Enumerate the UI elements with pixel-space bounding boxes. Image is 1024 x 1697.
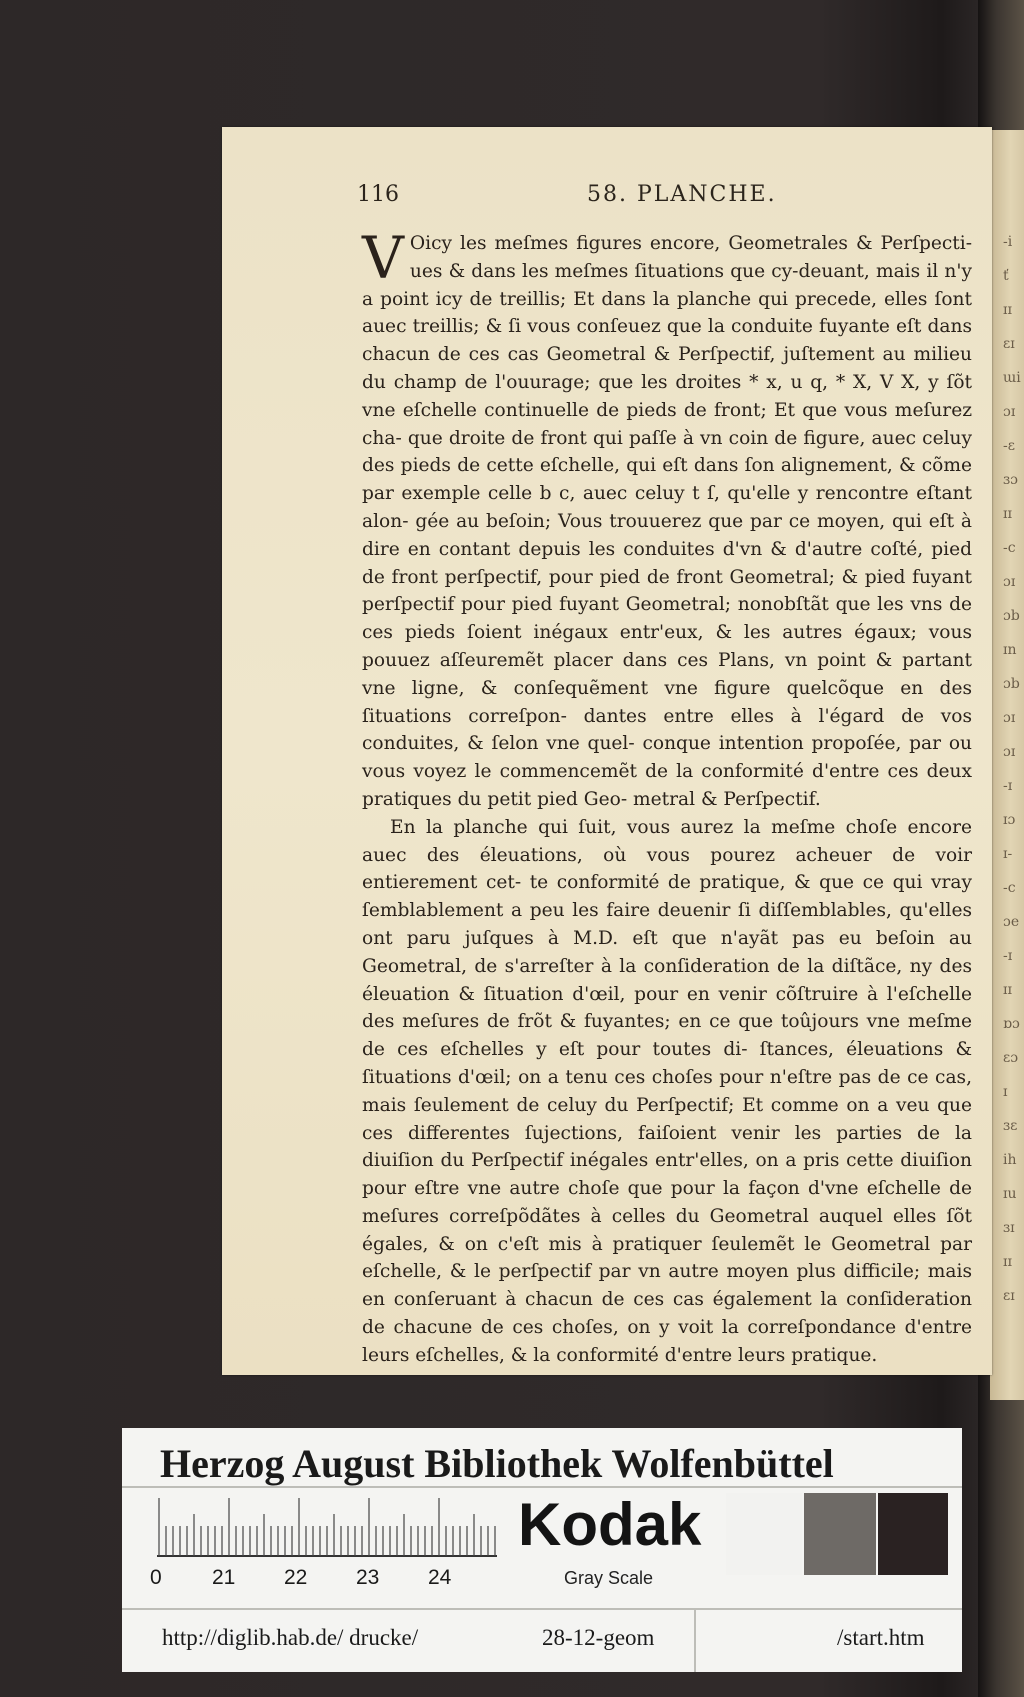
margin-fragment: -ɪ [1003,778,1013,794]
margin-fragment: ɪ [1003,1084,1008,1100]
margin-fragment: ɪɪ [1003,982,1012,998]
ruler-label-21: 21 [212,1566,236,1589]
margin-fragment: ɒɔ [1003,1016,1020,1032]
ruler-label-22: 22 [284,1566,308,1589]
library-name: Herzog August Bibliothek Wolfenbüttel [160,1441,834,1486]
margin-fragment: ɜɪ [1003,1220,1015,1236]
strip-divider-lower [122,1608,962,1610]
margin-fragment: ih [1003,1152,1017,1168]
margin-fragment: ɔɪ [1003,744,1016,760]
margin-fragment: ɪ- [1003,846,1013,862]
book-page [222,127,992,1375]
kodak-logo: Kodak [518,1491,702,1558]
margin-fragment: ɔb [1003,676,1020,692]
strip-divider [122,1486,962,1488]
margin-fragment: ɪɔ [1003,812,1016,828]
margin-fragment: ť [1003,268,1009,284]
page-number: 116 [357,182,399,207]
ruler-label-0: 0 [150,1566,162,1589]
url-divider [694,1610,696,1672]
margin-fragment: ɔb [1003,608,1020,624]
white-swatch [726,1493,802,1575]
margin-fragment: ɔɪ [1003,404,1016,420]
margin-fragment: -i [1003,234,1013,250]
ruler-labels [150,1566,480,1596]
margin-fragment: ɪɪ [1003,506,1012,522]
ruler-label-24: 24 [428,1566,452,1589]
paragraph-2-text: En la planche qui ſuit, vous aurez la meſme choſe encore auec des éleuations, où vous pourez acheuer de voir entierement cet- te conformité de pratique, & que ce qui vray ſemblablement a peu les faire deuenir ſi diſſemblables, qu'elles ont paru juſques à M.D. eſt que n'ayãt pas eu beſoin au Geometral, de s'arreſter à la conſideration de la diſtãce, ny des éleuation & ſituation d'œil, pour en venir cõſtruire à l'eſchelle des meſures de frõt & fuyantes; en ce que toûjours vne meſme de ces eſchelles y eſt pour toutes di- ſtances, éleuations & ſituations d'œil; on a tenu ces choſes pour n'eſtre pas de ce cas, mais ſeulement de celuy du Perſpectif; Et comme on a veu que ces differentes ſujections, faiſoient venir les parties de la diuiſion du Perſpectif inégales entr'elles, on a pris cette diuiſion pour eſtre vne autre choſe que pour la façon d'vne eſchelle de meſures correſpõdãtes à celles du Geometral auquel elles ſõt égales, & on c'eſt mis à pratiquer ſeulemẽt le Geometral par eſchelle, & le perſpectif par vn autre moyen plus difficile; mais en conſeruant à chacun de ces cas également la conſideration de chacune de ces choſes, on y voit la correſpondance d'entre leurs eſchelles, & la conformité d'entre leurs pratique. [362,816,972,1366]
margin-fragment: -ɪ [1003,948,1013,964]
margin-fragment: ɔɪ [1003,574,1016,590]
gray-scale-caption: Gray Scale [564,1568,654,1588]
url-suffix: /start.htm [837,1625,925,1650]
margin-fragment: ɜɔ [1003,472,1018,488]
paragraph-1 [362,224,972,814]
margin-fragment: ɛɪ [1003,336,1015,352]
margin-fragment: -c [1003,540,1016,556]
margin-fragment: -c [1003,880,1016,896]
color-calibration-strip [122,1428,962,1672]
url-shelfmark: 28-12-geom [542,1625,655,1650]
margin-fragment: ɪn [1003,642,1017,658]
url-base: http://diglib.hab.de/ drucke/ [162,1625,419,1650]
ruler-label-23: 23 [356,1566,380,1589]
paragraph-2 [362,814,972,1370]
body-text [362,224,972,1370]
margin-fragment: ɛɔ [1003,1050,1019,1066]
margin-fragment: ɔe [1003,914,1020,930]
facing-page-margin-fragments [1003,225,1024,1304]
margin-fragment: -ɛ [1003,438,1015,454]
margin-fragment: ɪɪ [1003,302,1012,318]
drop-capital: V [362,224,404,292]
measurement-ruler [157,1496,497,1558]
margin-fragment: ɔɪ [1003,710,1016,726]
margin-fragment: ɪu [1003,1186,1017,1202]
margin-fragment: ɯi [1003,370,1021,386]
black-swatch [878,1493,948,1575]
gray-swatch [804,1493,876,1575]
running-head [357,182,957,212]
paragraph-1-text: Oicy les meſmes figures encore, Geometrales & Perſpecti- ues & dans les meſmes ſituations que cy-deuant, mais il n'y a point icy de treillis; Et dans la planche qui precede, elles ſont auec treillis; & ſi vous conſeuez que la conduite fuyante eſt dans chacun de ces cas Geometral & Perſpectif, juſtement au milieu du champ de l'ouurage; que les droites * x, u q, * X, V X, y ſõt vne eſchelle continuelle de pieds de front; Et que vous meſurez cha- que droite de front qui paſſe à vn coin de figure, auec celuy des pieds de cette eſchelle, qui eſt dans ſon alignement, & cõme par exemple celle b c, auec celuy t ſ, qu'elle y rencontre eſtant alon- gée au beſoin; Vous trouuerez que par ce moyen, qui eſt à dire en contant depuis les conduites d'vn & d'autre coſté, pied de front perſpectif, pour pied de front Geometral; & pied fuyant perſpectif pour pied fuyant Geometral; nonobſtãt que les vns de ces pieds ſoient inégaux entr'eux, & les autres égaux; vous pouuez aſſeuremẽt placer dans ces Plans, vn point & partant vne ligne, & conſequẽment vne figure quelcõque en des ſituations correſpon- dantes entre elles à l'égard de vos conduites, & ſelon vne quel- conque intention propoſée, par ou vous voyez le commencemẽt de la conformité d'entre ces deux pratiques du petit pied Geo- metral & Perſpectif. [362,233,972,810]
plate-heading: 58. PLANCHE. [587,182,777,207]
margin-fragment: ɜɛ [1003,1118,1018,1134]
margin-fragment: ɛɪ [1003,1288,1015,1304]
margin-fragment: ɪɪ [1003,1254,1012,1270]
